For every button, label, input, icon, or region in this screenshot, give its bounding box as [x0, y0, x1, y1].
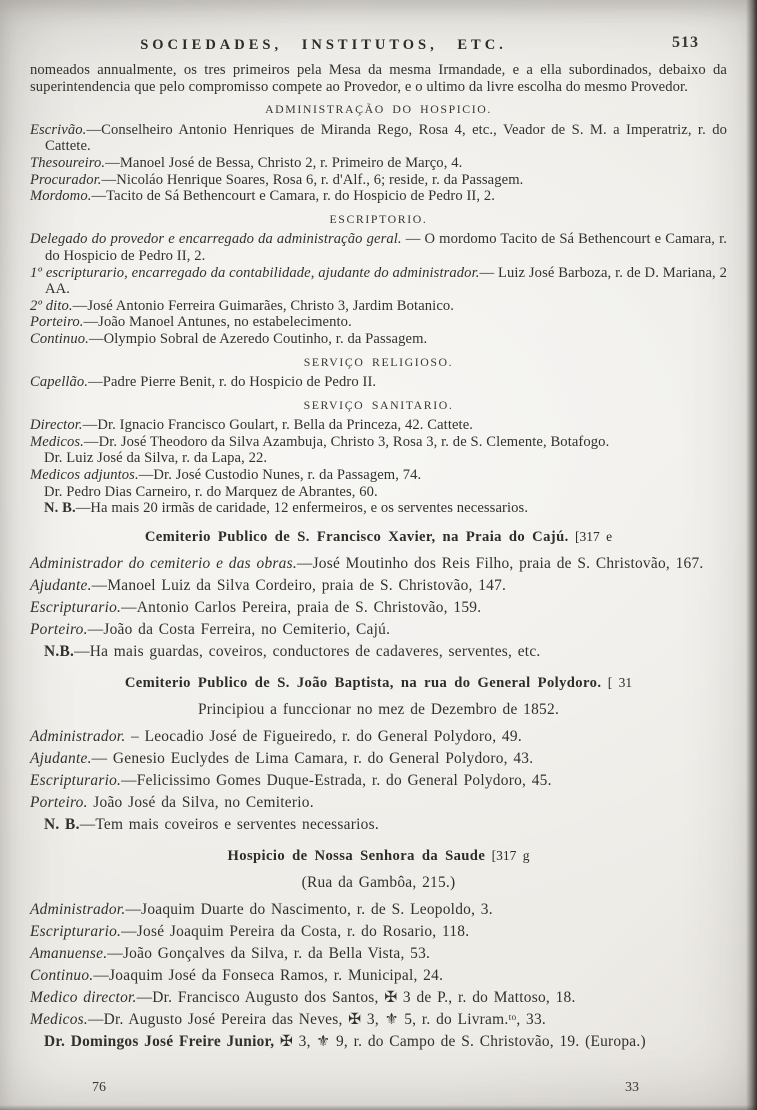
page-number: 513 — [672, 34, 699, 51]
running-title: SOCIEDADES, INSTITUTOS, ETC. — [140, 37, 507, 53]
entry-role-label: Amanuense. — [30, 944, 108, 962]
section-heading: SERVIÇO RELIGIOSO. — [303, 354, 454, 369]
directory-entry: Ajudante.— Genesio Euclydes de Lima Camara, r. do General Polydoro, 43. — [30, 749, 534, 767]
directory-subentry: Dr. Luiz José da Silva, r. da Lapa, 22. — [44, 450, 268, 467]
directory-entry: Medico director.—Dr. Francisco Augusto dos Santos, ✠ 3 de P., r. do Mattoso, 18. — [30, 988, 576, 1006]
entry-role-label: Ajudante. — [30, 576, 92, 594]
directory-subentry: N. B.—Ha mais 20 irmãs de caridade, 12 enfermeiros, e os serventes necessarios. — [44, 500, 529, 517]
entry-role-label: Administrador do cemiterio e das obras. — [30, 554, 297, 572]
signature-mark-right: 33 — [625, 1080, 639, 1095]
entry-role-label: Director. — [30, 417, 83, 434]
entry-role-label: Mordomo. — [30, 188, 92, 205]
entry-role-label: Capellão. — [30, 374, 89, 391]
entry-role-label: Medicos adjuntos. — [30, 467, 139, 484]
directory-entry: Ajudante.—Manoel Luiz da Silva Cordeiro, praia de S. Christovão, 147. — [30, 576, 507, 594]
entry-role-label: Medicos. — [30, 1010, 88, 1028]
subsection-heading: Cemiterio Publico de S. João Baptista, na rua do General Polydoro. [ 31 — [124, 674, 633, 691]
page-content — [0, 54, 757, 1053]
directory-entry: Continuo.—Olympio Sobral de Azeredo Coutinho, r. da Passagem. — [30, 330, 428, 347]
entry-role-label: Escripturario. — [30, 598, 122, 616]
page-header — [0, 0, 757, 54]
directory-entry: Delegado do provedor e encarregado da administração geral. — O mordomo Tacito de Sá Bethencourt e Camara, r. do Hospicio de Pedro II, 2. — [30, 231, 727, 264]
directory-entry: Administrador. – Leocadio José de Figueiredo, r. do General Polydoro, 49. — [30, 727, 522, 745]
directory-entry: Thesoureiro.—Manoel José de Bessa, Christo 2, r. Primeiro de Março, 4. — [30, 154, 463, 171]
signature-mark-left: 76 — [92, 1080, 106, 1095]
entry-role-label: Escripturario. — [30, 922, 122, 940]
directory-subentry: Dr. Pedro Dias Carneiro, r. do Marquez de Abrantes, 60. — [44, 483, 378, 500]
entry-role-label: 2º dito. — [30, 297, 73, 314]
directory-entry: Medicos.—Dr. Augusto José Pereira das Neves, ✠ 3, ⚜ 5, r. do Livram.ᵗᵒ, 33. — [30, 1010, 547, 1028]
entry-role-label: Medico director. — [30, 988, 137, 1006]
section-heading: ADMINISTRAÇÃO DO HOSPICIO. — [265, 102, 492, 117]
index-reference: [317 g — [485, 847, 530, 863]
section-heading: ESCRIPTORIO. — [329, 211, 428, 226]
directory-entry: Escripturario.—José Joaquim Pereira da Costa, r. do Rosario, 118. — [30, 922, 470, 940]
directory-entry: Medicos adjuntos.—Dr. José Custodio Nunes, r. da Passagem, 74. — [30, 467, 422, 484]
subsection-heading: Cemiterio Publico de S. Francisco Xavier, na Praia do Cajú. [317 e — [144, 528, 613, 545]
entry-role-label: Thesoureiro. — [30, 154, 106, 171]
directory-entry: Escrivão.—Conselheiro Antonio Henriques de Miranda Rego, Rosa 4, etc., Veador de S. M. a Imperatriz, r. do Cattete. — [30, 121, 727, 155]
entry-role-label: 1º escripturario, encarregado da contabilidade, ajudante do administrador. — [30, 264, 480, 281]
scan-edge-shadow-right — [746, 0, 757, 1110]
entry-role-label: Delegado do provedor e encarregado da administração geral. — [30, 231, 402, 248]
bold-lead: N. B. — [44, 500, 76, 517]
directory-entry: Escripturario.—Felicissimo Gomes Duque-Estrada, r. do General Polydoro, 45. — [30, 771, 552, 789]
subsection-heading: Hospicio de Nossa Senhora da Saude [317 g — [227, 847, 530, 864]
entry-role-label: Escrivão. — [30, 121, 87, 138]
directory-entry: Porteiro. João José da Silva, no Cemiterio. — [30, 793, 314, 811]
centered-line: (Rua da Gambôa, 215.) — [301, 873, 456, 891]
bold-lead: N.B. — [44, 642, 75, 660]
bold-lead: N. B. — [44, 815, 80, 833]
directory-entry: Mordomo.—Tacito de Sá Bethencourt e Camara, r. do Hospicio de Pedro II, 2. — [30, 188, 496, 205]
index-reference: [ 31 — [601, 674, 633, 690]
entry-role-label: Porteiro. — [30, 793, 88, 811]
section-heading: SERVIÇO SANITARIO. — [303, 397, 454, 412]
entry-role-label: Administrador. — [30, 727, 126, 745]
entry-role-label: Administrador. — [30, 900, 126, 918]
directory-entry: Porteiro.—João da Costa Ferreira, no Cemiterio, Cajú. — [30, 620, 391, 638]
directory-entry: 1º escripturario, encarregado da contabilidade, ajudante do administrador.— Luiz José Barboza, r. de D. Mariana, 2 AA. — [30, 264, 727, 298]
entry-role-label: Porteiro. — [30, 314, 84, 331]
paragraph: nomeados annualmente, os tres primeiros pela Mesa da mesma Irmandade, e a ella subordinados, debaixo da superintendencia que pelo compromisso compete ao Provedor, e o ultimo da livre escolha do mesmo Provedor. — [30, 62, 727, 95]
directory-subentry: N.B.—Ha mais guardas, coveiros, conductores de cadaveres, serventes, etc. — [44, 642, 541, 660]
centered-line: Principiou a funccionar no mez de Dezembro de 1852. — [197, 700, 560, 718]
directory-subentry: N. B.—Tem mais coveiros e serventes necessarios. — [44, 815, 379, 833]
directory-entry: Capellão.—Padre Pierre Benit, r. do Hospicio de Pedro II. — [30, 374, 377, 391]
directory-entry: Procurador.—Nicoláo Henrique Soares, Rosa 6, r. d'Alf., 6; reside, r. da Passagem. — [30, 171, 524, 188]
entry-role-label: Porteiro. — [30, 620, 88, 638]
entry-role-label: Medicos. — [30, 433, 84, 450]
directory-entry: Administrador do cemiterio e das obras.—José Moutinho dos Reis Filho, praia de S. Christovão, 167. — [30, 554, 704, 572]
entry-role-label: Continuo. — [30, 966, 94, 984]
directory-entry: Amanuense.—João Gonçalves da Silva, r. da Bella Vista, 53. — [30, 944, 431, 962]
entry-role-label: Ajudante. — [30, 749, 92, 767]
entry-role-label: Continuo. — [30, 330, 89, 347]
entry-role-label: Escripturario. — [30, 771, 122, 789]
directory-entry: Porteiro.—João Manoel Antunes, no estabelecimento. — [30, 314, 352, 331]
directory-entry: Director.—Dr. Ignacio Francisco Goulart, r. Bella da Princeza, 42. Cattete. — [30, 417, 474, 434]
scan-edge-shadow-bottom — [0, 1105, 757, 1110]
bold-lead: Dr. Domingos José Freire Junior, — [44, 1032, 275, 1050]
directory-entry: Escripturario.—Antonio Carlos Pereira, praia de S. Christovão, 159. — [30, 598, 482, 616]
directory-subentry: Dr. Domingos José Freire Junior, ✠ 3, ⚜ 9, r. do Campo de S. Christovão, 19. (Europa.) — [44, 1032, 646, 1050]
directory-entry: 2º dito.—José Antonio Ferreira Guimarães, Christo 3, Jardim Botanico. — [30, 297, 455, 314]
entry-role-label: Procurador. — [30, 171, 102, 188]
directory-entry: Continuo.—Joaquim José da Fonseca Ramos, r. Municipal, 24. — [30, 966, 444, 984]
index-reference: [317 e — [568, 528, 613, 544]
directory-entry: Medicos.—Dr. José Theodoro da Silva Azambuja, Christo 3, Rosa 3, r. de S. Clemente, Botafogo. — [30, 433, 610, 450]
directory-entry: Administrador.—Joaquim Duarte do Nascimento, r. de S. Leopoldo, 3. — [30, 900, 493, 918]
